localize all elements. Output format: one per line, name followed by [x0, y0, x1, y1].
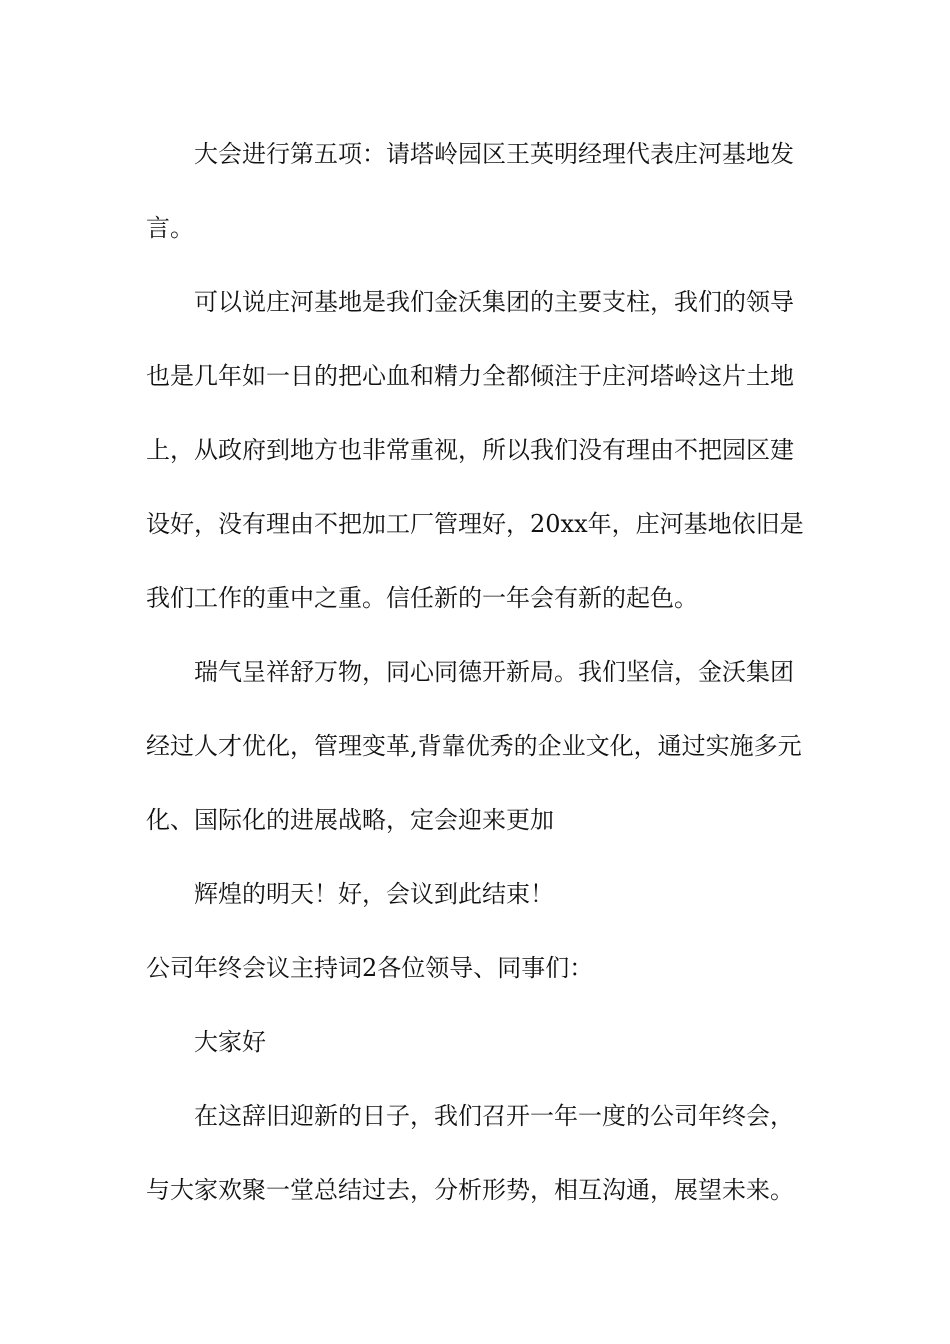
- paragraph-line: 设好，没有理由不把加工厂管理好，20xx年，庄河基地依旧是: [146, 510, 804, 538]
- section-heading-line: 公司年终会议主持词2各位领导、同事们：: [146, 954, 594, 982]
- paragraph-line: 我们工作的重中之重。信任新的一年会有新的起色。: [146, 584, 698, 612]
- paragraph-line: 在这辞旧迎新的日子，我们召开一年一度的公司年终会，: [194, 1102, 794, 1130]
- paragraph-line: 上，从政府到地方也非常重视，所以我们没有理由不把园区建: [146, 436, 794, 464]
- paragraph-line: 瑞气呈祥舒万物，同心同德开新局。我们坚信，金沃集团: [194, 658, 794, 686]
- paragraph-line: 与大家欢聚一堂总结过去，分析形势，相互沟通，展望未来。: [146, 1176, 794, 1204]
- paragraph-line: 可以说庄河基地是我们金沃集团的主要支柱，我们的领导: [194, 288, 794, 316]
- paragraph-line: 也是几年如一日的把心血和精力全都倾注于庄河塔岭这片土地: [146, 362, 794, 390]
- greeting-line: 大家好: [194, 1028, 266, 1056]
- paragraph-line: 大会进行第五项：请塔岭园区王英明经理代表庄河基地发: [194, 140, 794, 168]
- paragraph-line: 化、国际化的进展战略，定会迎来更加: [146, 806, 554, 834]
- paragraph-line: 言。: [146, 214, 194, 242]
- paragraph-line: 辉煌的明天！好，会议到此结束！: [194, 880, 554, 908]
- paragraph-line: 经过人才优化，管理变革,背靠优秀的企业文化，通过实施多元: [146, 732, 802, 760]
